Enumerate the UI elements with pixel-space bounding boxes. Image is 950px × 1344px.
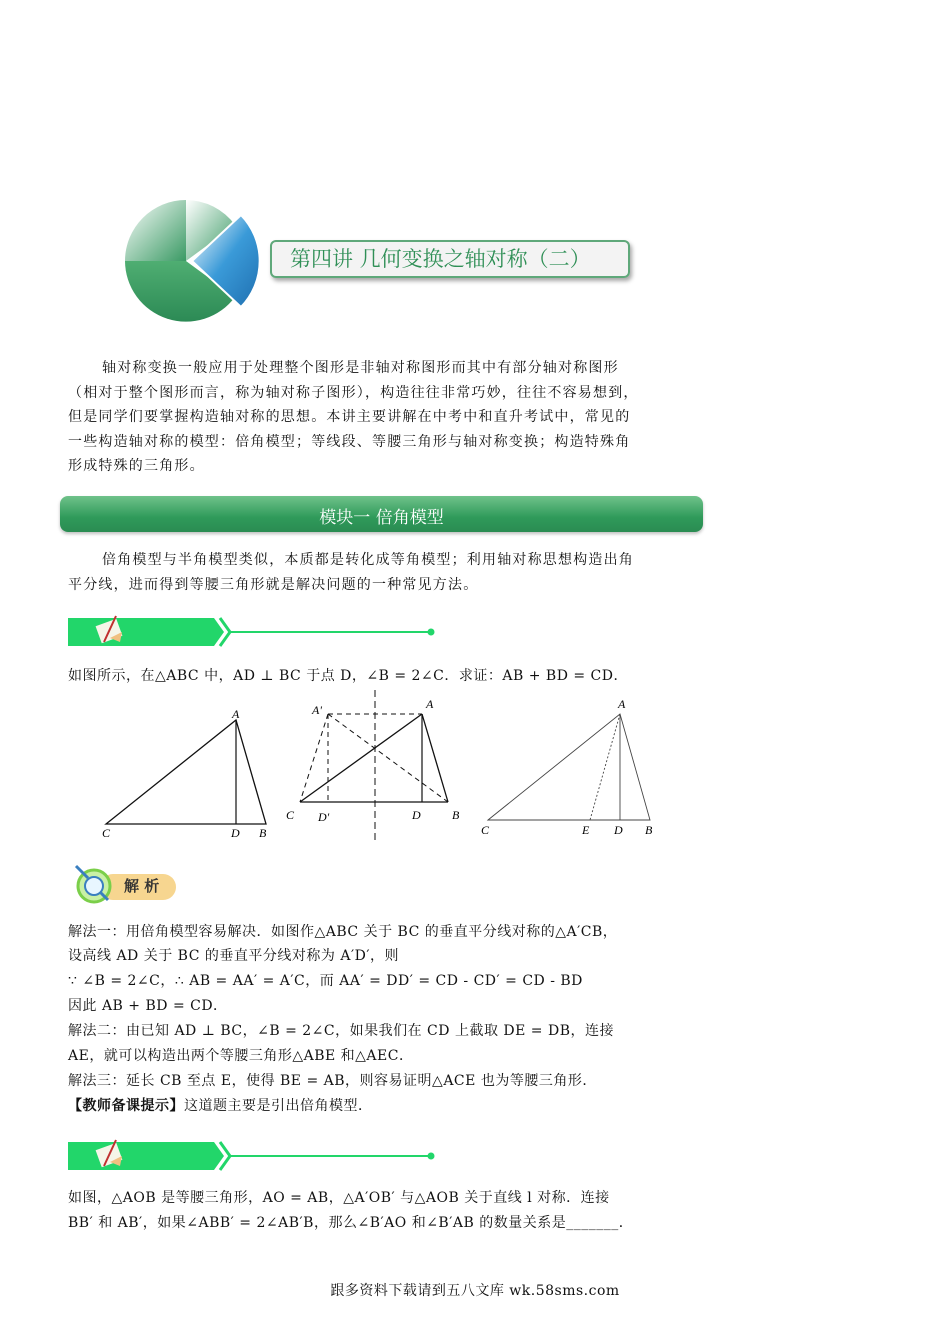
label-C: C [286, 808, 295, 822]
module-header-bar [60, 496, 703, 532]
label-D-prime: D' [318, 810, 330, 824]
teacher-tip [68, 1094, 373, 1119]
solution-line: ∵ ∠B = 2∠C，∴ AB = AA′ = A′C，而 AA′ = DD′ = CD - CD′ = CD - BD [68, 973, 583, 989]
solution-line: AE，就可以构造出两个等腰三角形△ABE 和△AEC． [68, 1048, 414, 1064]
label-D: D [614, 823, 623, 837]
solution-line: 因此 AB + BD = CD． [68, 998, 228, 1014]
example-banner [64, 1136, 444, 1176]
intro-line: 轴对称变换一般应用于处理整个图形是非轴对称图形而其中有部分轴对称图形 [102, 360, 619, 376]
label-C: C [102, 826, 111, 840]
label-A: A [618, 697, 626, 711]
solution-line: 解法一：用倍角模型容易解决．如图作△ABC 关于 BC 的垂直平分线对称的△A′CB， [68, 924, 618, 940]
module-description [68, 548, 698, 597]
intro-line: 形成特殊的三角形。 [68, 458, 205, 474]
label-A-prime: A' [312, 703, 322, 717]
figure-triangle-abc [98, 702, 283, 842]
label-D: D [231, 826, 240, 840]
module-desc-line: 倍角模型与半角模型类似，本质都是转化成等角模型；利用轴对称思想构造出角 [102, 552, 634, 568]
figure-triangle-ace [478, 694, 668, 842]
label-B: B [645, 823, 653, 837]
solution-badge-label: 解 析 [124, 877, 160, 895]
example-banner [64, 612, 444, 652]
intro-line: 一些构造轴对称的模型：倍角模型；等线段、等腰三角形与轴对称变换；构造特殊角 [68, 433, 631, 450]
label-A: A [426, 697, 434, 711]
solution-line: 解法三：延长 CB 至点 E，使得 BE = AB，则容易证明△ACE 也为等腰三角形． [68, 1073, 597, 1089]
intro-paragraph [68, 356, 698, 479]
teacher-tip-label: 【教师备课提示】 [68, 1098, 184, 1114]
solution-line: 解法二：由已知 AD ⊥ BC，∠B = 2∠C，如果我们在 CD 上截取 DE = DB，连接 [68, 1023, 614, 1039]
example2-line: 如图，△AOB 是等腰三角形，AO = AB，△A′OB′ 与△AOB 关于直线 l 对称．连接 [68, 1190, 610, 1206]
label-D: D [412, 808, 421, 822]
intro-line: 但是同学们要掌握构造轴对称的思想。本讲主要讲解在中考中和直升考试中，常见的 [68, 409, 631, 425]
footer-note: 跟多资料下载请到五八文库 wk.58sms.com [330, 1283, 620, 1299]
label-B: B [259, 826, 267, 840]
module-title: 模块一 倍角模型 [319, 508, 444, 528]
solution-badge [70, 862, 180, 908]
lecture-title: 第四讲 几何变换之轴对称（二） [290, 247, 591, 271]
label-A: A [232, 707, 240, 721]
teacher-tip-text: 这道题主要是引出倍角模型． [184, 1098, 373, 1114]
label-C: C [481, 823, 490, 837]
label-B: B [452, 808, 460, 822]
figure-reflection [280, 690, 470, 842]
title-pie-graphic [120, 195, 270, 330]
label-E: E [582, 823, 590, 837]
example2-line: BB′ 和 AB′，如果∠ABB′ = 2∠AB′B，那么∠B′AO 和∠B′AB 的数量关系是_______． [68, 1215, 634, 1231]
module-desc-line: 平分线，进而得到等腰三角形就是解决问题的一种常见方法。 [68, 576, 479, 593]
solution-line: 设高线 AD 关于 BC 的垂直平分线对称为 A′D′，则 [68, 948, 400, 964]
intro-line: （相对于整个图形而言，称为轴对称子图形），构造往往非常巧妙，往往不容易想到， [68, 384, 639, 401]
example1-problem: 如图所示，在△ABC 中，AD ⊥ BC 于点 D，∠B = 2∠C．求证：AB + BD = CD． [68, 668, 628, 684]
